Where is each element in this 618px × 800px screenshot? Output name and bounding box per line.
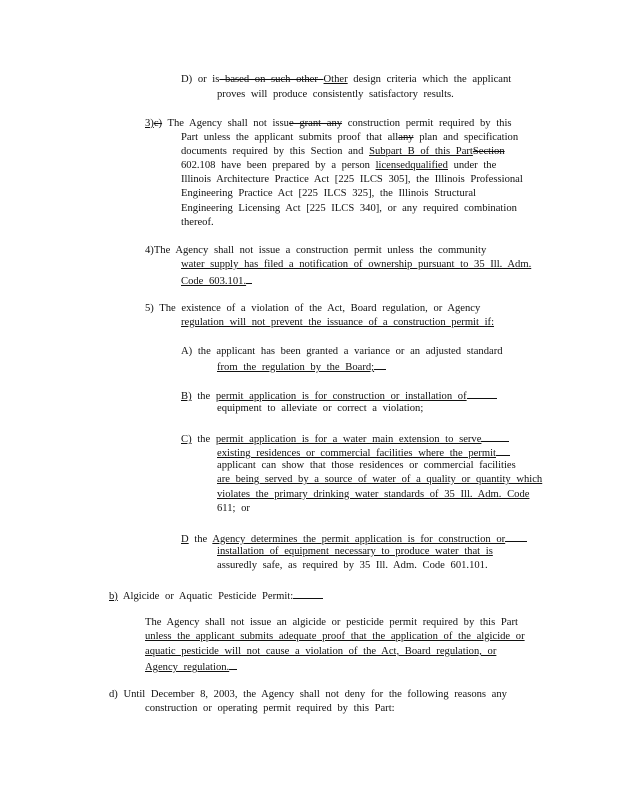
item-5c-line-4 xyxy=(217,473,542,486)
text: 602.108 have been prepared by a person xyxy=(181,160,376,171)
inserted-text: b) xyxy=(109,591,118,602)
inserted-text: permit application is for a water main extension to serve xyxy=(215,434,482,445)
item-5c-line-3: applicant can show that those residences or commercial facilities xyxy=(217,460,516,471)
item-b-line-2 xyxy=(145,630,525,643)
item-5d-line-3: assuredly safe, as required by 35 Ill. Adm. Code 601.101. xyxy=(217,560,488,571)
item-5c-line-5 xyxy=(217,488,529,501)
item-5c-line-6: 611; or xyxy=(217,503,250,514)
deleted-text: any xyxy=(398,132,414,143)
inserted-text: Subpart B of this Part xyxy=(369,146,473,157)
item-b-line-3 xyxy=(145,645,496,658)
inserted-text: Code 603.101. xyxy=(181,276,247,287)
item-5-line-2 xyxy=(181,316,494,329)
inserted-text: 3) xyxy=(145,118,154,129)
underline-tail xyxy=(467,388,497,399)
item-3-line-5: Illinois Architecture Practice Act [225 ILCS 305], the Illinois Professional xyxy=(181,174,523,185)
item-dd-line-2: construction or operating permit required by this Part: xyxy=(145,703,395,714)
inserted-text: C) xyxy=(181,434,192,445)
item-5c-line-2 xyxy=(217,445,510,460)
inserted-text: D xyxy=(181,534,189,545)
text: construction permit required by this xyxy=(342,118,512,129)
item-b-line-4 xyxy=(145,659,237,674)
item-3-line-2 xyxy=(181,131,518,144)
underline-tail xyxy=(246,273,252,284)
underline-tail xyxy=(505,531,527,542)
item-5c-line-1 xyxy=(181,431,509,446)
inserted-text: existing residences or commercial facilities where the permit xyxy=(217,448,496,459)
item-5b-line-1 xyxy=(181,388,497,403)
inserted-text: from the regulation by the Board; xyxy=(217,362,375,373)
item-5a-line-2 xyxy=(217,359,386,374)
item-5d-line-2 xyxy=(217,545,493,558)
text: the xyxy=(191,434,216,445)
text: D) or is xyxy=(181,74,220,85)
deleted-text: Section xyxy=(472,146,505,157)
text: under the xyxy=(447,160,497,171)
item-3-line-8: thereof. xyxy=(181,217,214,228)
text: documents required by this Section and xyxy=(181,146,370,157)
item-b-line-1: The Agency shall not issue an algicide or pesticide permit required by this Part xyxy=(145,617,518,628)
item-3-line-7: Engineering Licensing Act [225 ILCS 340], or any required combination xyxy=(181,203,517,214)
item-3-line-1 xyxy=(145,117,512,130)
item-d-line-1 xyxy=(181,73,511,86)
text: plan and specification xyxy=(413,132,519,143)
text: the xyxy=(191,391,216,402)
inserted-text: licensedqualified xyxy=(375,160,448,171)
text: The Agency shall not issu xyxy=(162,118,289,129)
item-5a-line-1: A) the applicant has been granted a variance or an adjusted standard xyxy=(181,346,503,357)
inserted-text: Agency determines the permit application is for construction or xyxy=(212,534,506,545)
text: Part unless the applicant submits proof that all xyxy=(181,132,399,143)
text: design criteria which the applicant xyxy=(347,74,512,85)
inserted-text: Agency regulation. xyxy=(145,662,230,673)
deleted-text: c) xyxy=(153,118,163,129)
inserted-text: violates the primary drinking water standards of 35 Ill. Adm. Code xyxy=(217,489,530,500)
item-dd-line-1: d) Until December 8, 2003, the Agency shall not deny for the following reasons any xyxy=(109,689,507,700)
deleted-text: e grant any xyxy=(288,118,343,129)
inserted-text: are being served by a source of water of a quality or quantity which xyxy=(217,474,543,485)
inserted-text: permit application is for construction or installation of xyxy=(215,391,467,402)
item-b-heading xyxy=(109,588,323,603)
underline-tail xyxy=(481,431,509,442)
item-3-line-6: Engineering Practice Act [225 ILCS 325], the Illinois Structural xyxy=(181,188,476,199)
underline-tail xyxy=(374,359,386,370)
inserted-text: installation of equipment necessary to produce water that is xyxy=(217,546,493,557)
item-3-line-4 xyxy=(181,159,496,172)
underline-tail xyxy=(293,588,323,599)
item-5b-line-2: equipment to alleviate or correct a violation; xyxy=(217,403,424,414)
text: the xyxy=(188,534,213,545)
item-4-line-2 xyxy=(181,258,531,271)
deleted-text: based on such other xyxy=(219,74,324,85)
underline-tail xyxy=(229,659,237,670)
text: Algicide or Aquatic Pesticide Permit: xyxy=(117,591,294,602)
item-5d-line-1 xyxy=(181,531,527,546)
underline-tail xyxy=(496,445,510,456)
item-4-line-3 xyxy=(181,273,252,288)
inserted-text: unless the applicant submits adequate proof that the application of the algicide or xyxy=(145,631,525,642)
inserted-text: water supply has filed a notification of ownership pursuant to 35 Ill. Adm. xyxy=(181,259,532,270)
inserted-text: B) xyxy=(181,391,192,402)
item-3-line-3 xyxy=(181,145,505,158)
item-5-line-1: 5) The existence of a violation of the Act, Board regulation, or Agency xyxy=(145,303,481,314)
inserted-text: Other xyxy=(323,74,348,85)
inserted-text: regulation will not prevent the issuance of a construction permit if: xyxy=(181,317,495,328)
item-4-line-1: 4)The Agency shall not issue a construction permit unless the community xyxy=(145,245,487,256)
item-d-line-2: proves will produce consistently satisfactory results. xyxy=(217,89,454,100)
inserted-text: aquatic pesticide will not cause a violation of the Act, Board regulation, or xyxy=(145,646,497,657)
